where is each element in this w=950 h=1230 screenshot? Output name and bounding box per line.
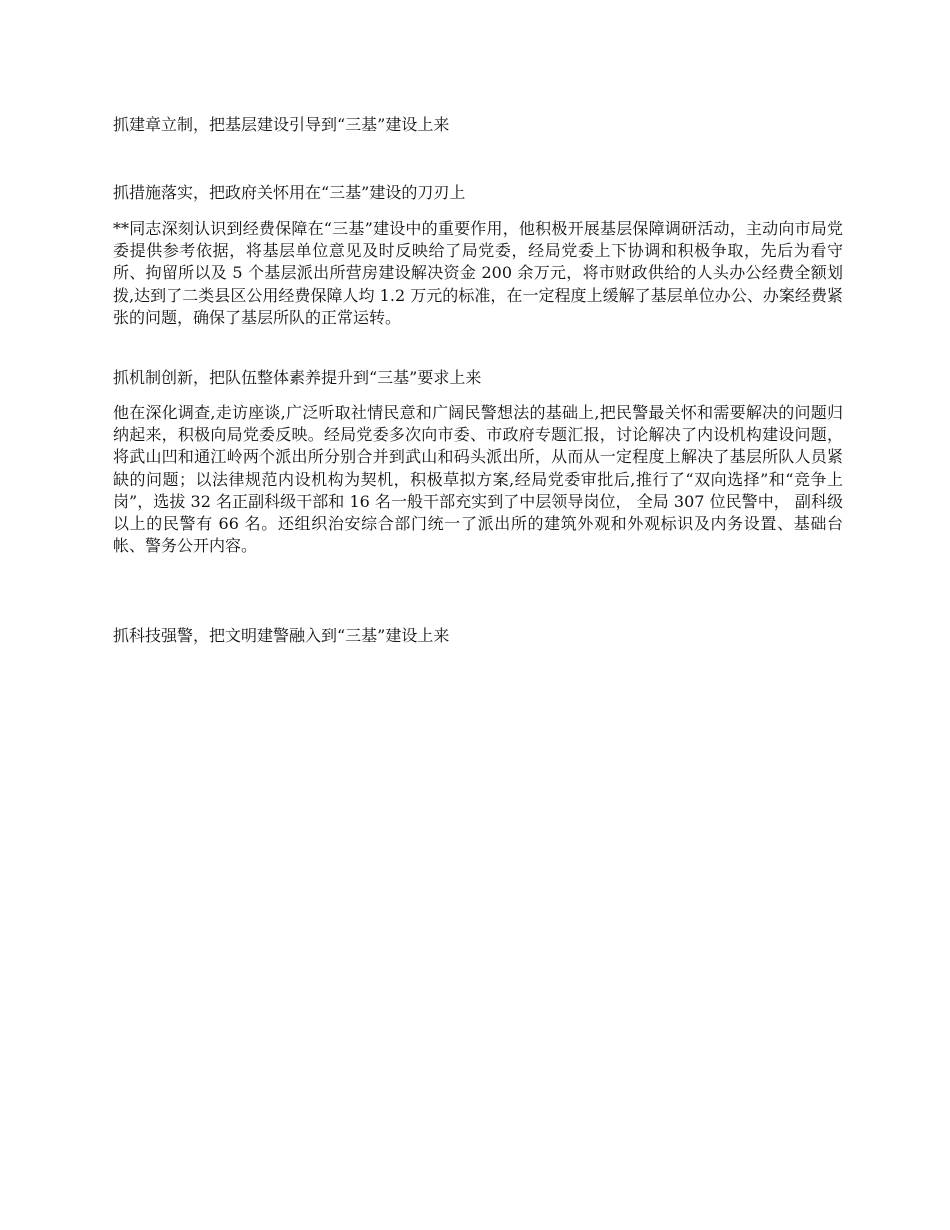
section-body-3: 他在深化调查,走访座谈,广泛听取社情民意和广阔民警想法的基础上,把民警最关怀和需要解决的问题归纳起来，积极向局党委反映。经局党委多次向市委、市政府专题汇报，讨论解决了内设机构建设问题，将武山凹和通江岭两个派出所分别合并到武山和码头派出所，从而从一定程度上解决了基层所队人员紧缺的问题；以法律规范内设机构为契机，积极草拟方案,经局党委审批后,推行了“双向选择”和“竞争上岗”，选拔 32 名正副科级干部和 16 名一般干部充实到了中层领导岗位， 全局 307 位民警中， 副科级以上的民警有 66 名。还组织治安综合部门统一了派出所的建筑外观和外观标识及内务设置、基础台帐、警务公开内容。 [113, 403, 843, 556]
section-heading-2: 抓措施落实，把政府关怀用在“三基”建设的刀刃上 [113, 183, 466, 202]
section-body-2: **同志深刻认识到经费保障在“三基”建设中的重要作用，他积极开展基层保障调研活动，主动向市局党委提供参考依据，将基层单位意见及时反映给了局党委，经局党委上下协调和积极争取，先后为看守所、拘留所以及 5 个基层派出所营房建设解决资金 200 余万元，将市财政供给的人头办公经费全额划拨,达到了二类县区公用经费保障人均 1.2 万元的标准，在一定程度上缓解了基层单位办公、办案经费紧张的问题，确保了基层所队的正常运转。 [113, 219, 843, 327]
section-heading-3: 抓机制创新，把队伍整体素养提升到“三基”要求上来 [113, 368, 482, 387]
section-heading-4: 抓科技强警，把文明建警融入到“三基”建设上来 [113, 626, 450, 645]
section-heading-1: 抓建章立制，把基层建设引导到“三基”建设上来 [113, 115, 450, 134]
